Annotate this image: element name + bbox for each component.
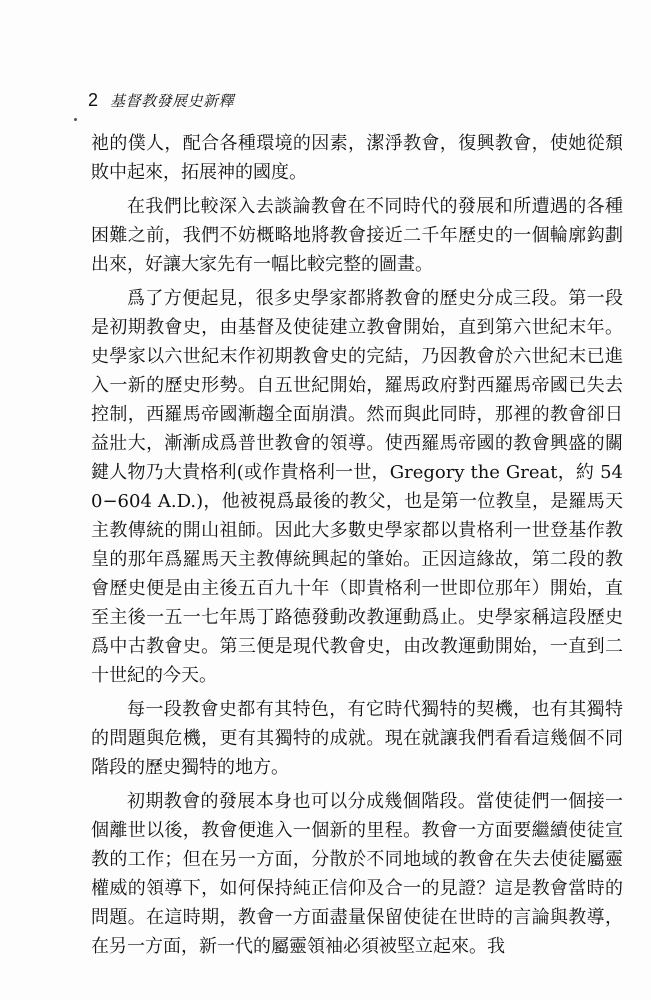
paragraph: 在我們比較深入去談論教會在不同時代的發展和所遭遇的各種困難之前，我們不妨概略地將教會接近二千年歷史的一個輪廓鈎劃出來，好讓大家先有一幅比較完整的圖畫。 bbox=[91, 196, 623, 275]
body-text bbox=[91, 129, 623, 966]
paragraph: 初期教會的發展本身也可以分成幾個階段。當使徒們一個接一個離世以後，教會便進入一個新的里程。教會一方面要繼續使徒宣教的工作；但在另一方面，分散於不同地域的教會在失去使徒屬靈權威的領導下，如何保持純正信仰及合一的見證？這是教會當時的問題。在這時期，教會一方面盡量保留使徒在世時的言論與教導，在另一方面，新一代的屬靈領袖必須被堅立起來。我 bbox=[91, 791, 623, 957]
book-title: 基督教發展史新釋 bbox=[110, 92, 235, 110]
page-number: 2 bbox=[88, 90, 99, 110]
paragraph: 爲了方便起見，很多史學家都將教會的歷史分成三段。第一段是初期教會史，由基督及使徒建立教會開始，直到第六世紀末年。史學家以六世紀末作初期教會史的完結，乃因教會於六世紀末已進入一新的歷史形勢。自五世紀開始，羅馬政府對西羅馬帝國已失去控制，西羅馬帝國漸趨全面崩潰。然而與此同時，那裡的教會卻日益壯大，漸漸成爲普世教會的領導。使西羅馬帝國的教會興盛的關鍵人物乃大貴格利(或作貴格利一世，Gregory the Great，約 540−604 A.D.)，他被視爲最後的教父，也是第一位教皇，是羅馬天主教傳統的開山祖師。因此大多數史學家都以貴格利一世登基作教皇的那年爲羅馬天主教傳統興起的肇始。正因這緣故，第二段的教會歷史便是由主後五百九十年（即貴格利一世即位那年）開始，直至主後一五一七年馬丁路德發動改教運動爲止。史學家稱這段歷史爲中古教會史。第三便是現代教會史，由改教運動開始，一直到二十世紀的今天。 bbox=[91, 288, 623, 686]
margin-speck bbox=[74, 118, 77, 121]
paragraph-continuation: 祂的僕人，配合各種環境的因素，潔淨教會，復興教會，使她從頹敗中起來，拓展神的國度。 bbox=[91, 133, 623, 183]
running-header bbox=[88, 90, 234, 116]
paragraph: 每一段教會史都有其特色，有它時代獨特的契機，也有其獨特的問題與危機，更有其獨特的成就。現在就讓我們看看這幾個不同階段的歷史獨特的地方。 bbox=[91, 699, 623, 778]
